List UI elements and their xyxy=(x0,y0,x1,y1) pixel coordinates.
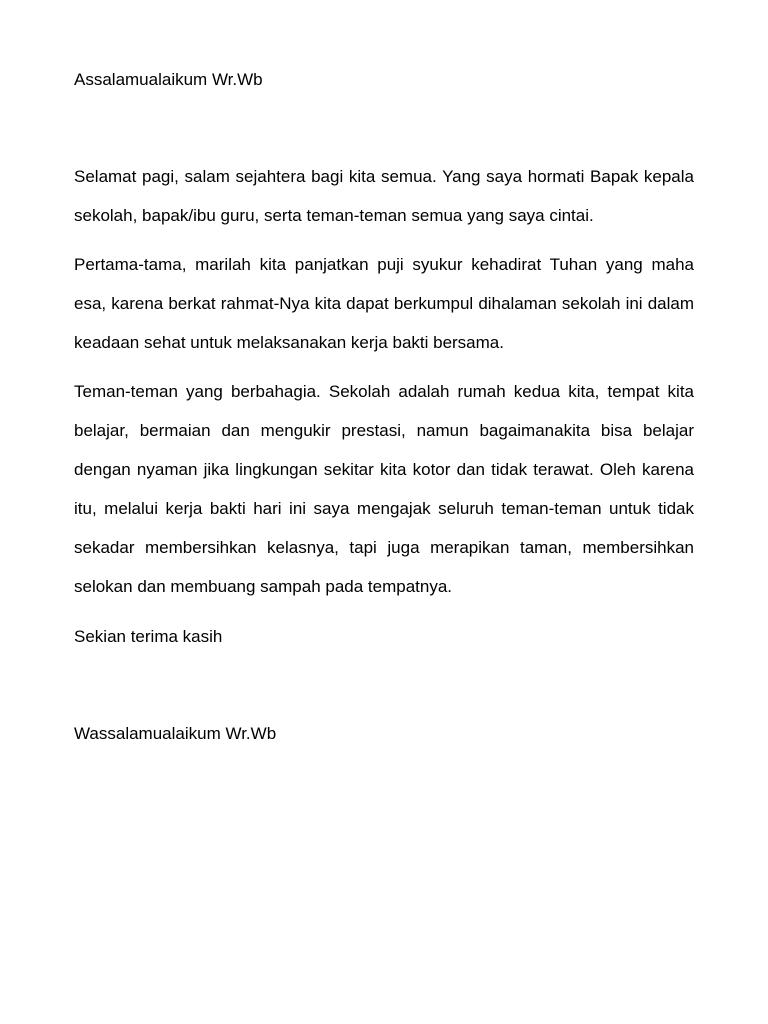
paragraph-2: Pertama-tama, marilah kita panjatkan puji syukur kehadirat Tuhan yang maha esa, karena berkat rahmat-Nya kita dapat berkumpul dihalaman sekolah ini dalam keadaan sehat untuk melaksanakan kerja bakti bersama. xyxy=(74,255,694,352)
paragraph-1: Selamat pagi, salam sejahtera bagi kita semua. Yang saya hormati Bapak kepala sekolah, bapak/ibu guru, serta teman-teman semua yang saya cintai. xyxy=(74,167,694,225)
opening-greeting: Assalamualaikum Wr.Wb xyxy=(74,70,263,89)
closing-greeting: Wassalamualaikum Wr.Wb xyxy=(74,724,277,743)
closing-thanks: Sekian terima kasih xyxy=(74,627,223,646)
paragraph-3: Teman-teman yang berbahagia. Sekolah adalah rumah kedua kita, tempat kita belajar, bermaian dan mengukir prestasi, namun bagaimanakita bisa belajar dengan nyaman jika lingkungan sekitar kita kotor dan tidak terawat. Oleh karena itu, melalui kerja bakti hari ini saya mengajak seluruh teman-teman untuk tidak sekadar membersihkan kelasnya, tapi juga merapikan taman, membersihkan selokan dan membuang sampah pada tempatnya. xyxy=(74,382,694,596)
